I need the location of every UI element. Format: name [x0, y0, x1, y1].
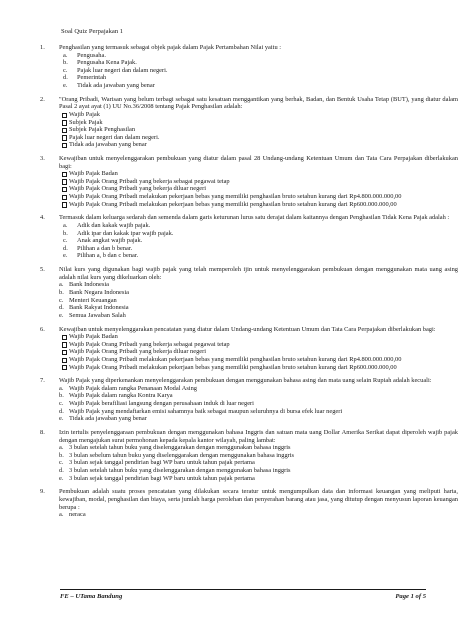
option-letter: a. — [63, 51, 68, 59]
answer-options — [59, 111, 458, 149]
question-text: Kewajiban untuk menyelenggarakan pembukuan yang diatur dalam pasal 28 Undang-undang Ketentuan Umum dan Tata Cara Perpajakan diberlakukan bagi: — [59, 155, 458, 170]
answer-options — [59, 511, 458, 519]
answer-option — [59, 333, 458, 341]
question-3 — [40, 155, 458, 208]
answer-option — [59, 178, 458, 186]
question-text: Termasuk dalam keluarga sedarah dan semenda dalam garis keturunan lurus satu derajat dalam kaitannya dengan Penghasilan Tidak Kena Pajak adalah : — [59, 214, 450, 222]
question-8 — [40, 429, 458, 482]
option-letter: c. — [63, 66, 68, 74]
answer-option — [59, 82, 458, 90]
answer-option — [59, 111, 458, 119]
question-6 — [40, 326, 458, 372]
option-checkbox-icon — [62, 335, 67, 340]
option-letter: e. — [59, 474, 64, 482]
answer-option — [59, 444, 458, 452]
answer-options — [59, 385, 458, 423]
option-text: Pemerintah — [77, 74, 107, 82]
option-text: 3 bulan setelah tahun buku yang diselenggarakan dengan menggunakan bahasa inggris — [69, 467, 291, 474]
option-text: Semua Jawaban Salah — [69, 311, 126, 319]
footer-institution: FE – UTama Bandung — [60, 593, 123, 600]
option-text: Wajib Pajak Badan — [69, 333, 118, 341]
answer-option — [59, 74, 458, 82]
option-text: Adik dan kakak wajib pajak. — [77, 222, 151, 230]
option-checkbox-icon — [62, 202, 67, 207]
answer-options — [59, 52, 458, 90]
document-title: Soal Quiz Perpajakan 1 — [61, 28, 124, 35]
option-text: Wajib Pajak dalam rangka Penanaan Modal Asing — [69, 384, 197, 392]
option-text: neraca — [69, 511, 86, 519]
option-letter: b. — [63, 229, 68, 237]
answer-option — [59, 222, 458, 230]
answer-option — [59, 141, 458, 149]
answer-option — [59, 170, 458, 178]
answer-option — [59, 408, 458, 416]
option-text: Wajib Pajak Orang Pribadi yang bekerja diluar negeri — [69, 185, 207, 193]
answer-option — [59, 281, 458, 289]
question-text: Pembukuan adalah suatu proses pencatatan yang dilakukan secara teratur untuk mengumpulkan data dan informasi keuangan yang meliputi harta, kewajiban, modal, penghasilan dan biaya, serta jumlah harga perolehan dan penyerahan barang atau jasa, yang ditutup dengan menyusun laporan keuangan berupa : — [59, 488, 458, 511]
option-text: Wajib Pajak Orang Pribadi yang bekerja diluar negeri — [69, 348, 207, 356]
option-text: Wajib Pajak Orang Pribadi melakukan pekerjaan bebas yang memiliki penghasilan bruto setahun kurang dari Rp600.000.000,00 — [69, 363, 397, 371]
answer-option — [59, 134, 458, 142]
option-text: Pajak luar negeri dan dalam negeri. — [77, 66, 168, 74]
option-letter: d. — [63, 74, 68, 82]
question-number: 8. — [40, 429, 45, 437]
option-letter: b. — [59, 392, 64, 400]
question-number: 5. — [40, 266, 45, 274]
option-letter: c. — [63, 237, 68, 245]
option-text: Tidak ada jawaban yang benar — [69, 141, 147, 149]
answer-option — [59, 385, 458, 393]
option-text: Adik ipar dan kakak ipar wajib pajak. — [77, 229, 174, 237]
option-letter: b. — [63, 59, 68, 67]
option-letter: c. — [59, 400, 64, 408]
question-number: 9. — [40, 488, 45, 496]
answer-option — [59, 119, 458, 127]
question-number: 4. — [40, 214, 45, 222]
question-1 — [40, 44, 458, 90]
answer-options — [59, 281, 458, 319]
option-text: Bank Indonesia — [69, 281, 109, 289]
option-letter: e. — [59, 311, 64, 319]
option-text: Wajib Pajak Orang Pribadi yang bekerja sebagai pegawai tetap — [69, 340, 230, 348]
answer-option — [59, 237, 458, 245]
option-checkbox-icon — [62, 187, 67, 192]
option-text: 3 bulan sejak tanggal pendirian bagi WP baru untuk tahun pajak pertama — [69, 474, 255, 482]
option-checkbox-icon — [62, 195, 67, 200]
answer-option — [59, 364, 458, 372]
answer-option — [59, 467, 458, 475]
option-checkbox-icon — [62, 350, 67, 355]
question-number: 3. — [40, 155, 45, 163]
option-letter: a. — [59, 511, 64, 519]
option-checkbox-icon — [62, 172, 67, 177]
answer-option — [59, 392, 458, 400]
answer-options — [59, 444, 458, 482]
option-text: Pengusaha Kena Pajak. — [77, 59, 137, 67]
option-text: Wajib Pajak Orang Pribadi melakukan pekerjaan bebas yang memiliki penghasilan bruto setahun kurang dari Rp4.800.000.000,00 — [69, 193, 402, 201]
option-checkbox-icon — [62, 120, 67, 125]
answer-option — [59, 52, 458, 60]
option-text: 3 bulan setelah tahun buku yang diselenggarakan dengan menggunakan bahasa inggris — [69, 444, 291, 452]
question-4 — [40, 214, 458, 260]
option-text: Pengusaha. — [77, 51, 106, 59]
answer-option — [59, 252, 458, 260]
answer-option — [59, 289, 458, 297]
answer-option — [59, 193, 458, 201]
option-text: Bank Negara Indonesia — [69, 288, 129, 296]
option-text: Subjek Pajak — [69, 118, 103, 126]
answer-option — [59, 245, 458, 253]
option-checkbox-icon — [62, 135, 67, 140]
option-text: 3 bulan sebelum tahun buku yang diselenggarakan dengan menggunakan bahasa inggris — [69, 451, 295, 459]
answer-option — [59, 475, 458, 483]
option-letter: a. — [59, 281, 64, 289]
answer-option — [59, 230, 458, 238]
answer-option — [59, 304, 458, 312]
option-letter: d. — [63, 244, 68, 252]
answer-option — [59, 59, 458, 67]
answer-option — [59, 356, 458, 364]
option-text: Pilihan a dan b benar. — [77, 244, 133, 252]
option-text: Wajib Pajak berafiliasi langsung dengan perusahaan induk di luar negeri — [69, 400, 254, 408]
option-checkbox-icon — [62, 113, 67, 118]
question-number: 1. — [40, 44, 45, 51]
option-checkbox-icon — [62, 365, 67, 370]
question-text: Izin tertulis penyelenggaraan pembukuan dengan menggunakan bahasa Inggris dan satuan mata uang Dollar Amerika Serikat dapat diperoleh wajib pajak dengan mengajukan surat permohonan kepada kepala kantor wilayah, paling lambat: — [59, 429, 458, 444]
answer-options — [59, 333, 458, 371]
option-text: Wajib Pajak dalam rangka Kontra Karya — [69, 392, 173, 400]
question-text: Kewajiban untuk menyelenggarakan pencatatan yang diatur dalam Undang-undang Ketentuan Umum dan Tata Cara Perpajakan diberlakukan bagi: — [59, 325, 436, 333]
answer-option — [59, 459, 458, 467]
answer-option — [59, 201, 458, 209]
answer-option — [59, 400, 458, 408]
answer-option — [59, 126, 458, 134]
question-number: 6. — [40, 325, 45, 333]
answer-option — [59, 297, 458, 305]
option-text: Tidak ada jawaban yang benar — [69, 415, 147, 423]
option-letter: b. — [59, 451, 64, 459]
question-number: 7. — [40, 377, 45, 385]
option-letter: a. — [59, 444, 64, 452]
option-letter: c. — [59, 459, 64, 467]
option-letter: d. — [59, 407, 64, 415]
question-list — [40, 44, 458, 525]
footer-page-number: Page 1 of 5 — [395, 593, 426, 600]
question-7 — [40, 377, 458, 423]
answer-options — [59, 170, 458, 208]
answer-option — [59, 312, 458, 320]
option-checkbox-icon — [62, 143, 67, 148]
option-text: 3 bulan sejak tanggal pendirian bagi WP baru untuk tahun pajak pertama — [69, 459, 255, 467]
option-letter: c. — [59, 296, 64, 304]
option-letter: d. — [59, 467, 64, 474]
answer-option — [59, 185, 458, 193]
option-checkbox-icon — [62, 179, 67, 184]
answer-option — [59, 341, 458, 349]
option-text: Wajib Pajak Orang Pribadi melakukan pekerjaan bebas yang memiliki penghasilan bruto setahun kurang dari Rp4.800.000.000,00 — [69, 355, 402, 363]
question-2 — [40, 96, 458, 149]
option-text: Pilihan a, b dan c benar. — [77, 252, 139, 260]
question-5 — [40, 266, 458, 319]
option-letter: e. — [63, 81, 68, 89]
answer-options — [59, 222, 458, 260]
option-checkbox-icon — [62, 128, 67, 133]
option-checkbox-icon — [62, 342, 67, 347]
answer-option — [59, 415, 458, 423]
option-text: Wajib Pajak yang mendaftarkan emisi sahamnya baik sebagai maupun seluruhnya di bursa efek luar negeri — [69, 407, 343, 415]
option-letter: e. — [59, 415, 64, 423]
answer-option — [59, 511, 458, 519]
question-text: Nilai kurs yang digunakan bagi wajib pajak yang telah memperoleh ijin untuk menyelenggarakan pembukuan dengan menggunakan mata uang asing adalah nilai kurs yang dikeluarkan oleh: — [59, 266, 458, 281]
option-checkbox-icon — [62, 358, 67, 363]
question-9 — [40, 488, 458, 518]
option-text: Menteri Keuangan — [69, 296, 117, 304]
option-letter: d. — [59, 304, 64, 312]
question-text: "Orang Pribadi, Warisan yang belum terbagi sebagai satu kesatuan menggantikan yang berhak, Badan, dan Bentuk Usaha Tetap (BUT), yang diatur dalam Pasal 2 ayat ayat (1) UU No.36/2008 tentang Pajak Penghasilan adalah: — [59, 95, 458, 111]
option-text: Subjek Pajak Penghasilan — [69, 126, 136, 134]
option-text: Bank Rakyat Indonesia — [69, 304, 129, 312]
option-letter: b. — [59, 288, 64, 296]
question-text: Wajib Pajak yang diperkenankan menyelenggarakan pembukuan dengan menggunakan bahasa asing dan mata uang selain Rupiah adalah kecuali: — [59, 377, 432, 385]
page-footer — [60, 589, 426, 600]
option-text: Anak angkat wajib pajak. — [77, 237, 143, 245]
question-number: 2. — [40, 95, 45, 103]
option-text: Tidak ada jawaban yang benar — [77, 81, 155, 89]
answer-option — [59, 348, 458, 356]
question-text: Penghasilan yang termasuk sebagai objek pajak dalam Pajak Pertambahan Nilai yaitu : — [59, 44, 282, 51]
option-text: Wajib Pajak Orang Pribadi yang bekerja sebagai pegawai tetap — [69, 177, 230, 185]
option-text: Wajib Pajak — [69, 110, 100, 118]
option-text: Wajib Pajak Orang Pribadi melakukan pekerjaan bebas yang memiliki penghasilan bruto setahun kurang dari Rp600.000.000,00 — [69, 200, 397, 208]
answer-option — [59, 452, 458, 460]
option-letter: a. — [63, 222, 68, 230]
option-letter: a. — [59, 384, 64, 392]
answer-option — [59, 67, 458, 75]
option-text: Wajib Pajak Badan — [69, 170, 118, 178]
option-letter: e. — [63, 252, 68, 260]
option-text: Pajak luar negeri dan dalam negeri. — [69, 133, 160, 141]
